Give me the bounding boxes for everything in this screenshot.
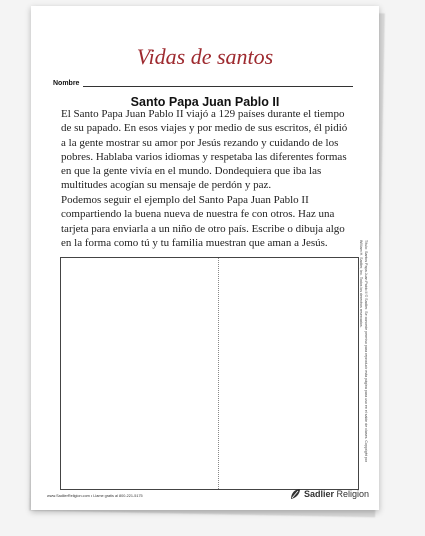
worksheet-title: Santo Papa Juan Pablo II xyxy=(130,95,280,109)
sadlier-leaf-icon xyxy=(289,488,301,500)
paragraph-activity: Podemos seguir el ejemplo del Santo Papa Juan Pablo II compartiendo la buena nueva de nuestra fe con otros. Haz una tarjeta para enviarla a un niño de otro país. Escribe o dibuja algo en la forma como tú y tu familia muestran que aman a Jesús. xyxy=(61,194,345,249)
logo-suffix: Religion xyxy=(336,489,370,499)
card-fold-line xyxy=(218,258,219,489)
logo-brand: Sadlier xyxy=(304,489,335,499)
name-line xyxy=(83,79,353,87)
paragraph-bio: El Santo Papa Juan Pablo II viajó a 129 países durante el tiempo de su papado. En esos viajes y por medio de sus escritos, él pidió a la gente mostrar su amor por Jesús rezando y cuidando de los pobres. Hablaba varios idiomas y respetaba las diferentes formas en que la gente vivía en el mundo. Dondequiera que iba las multitudes acogían su mensaje de perdón y paz. xyxy=(61,108,348,192)
name-label: Nombre xyxy=(53,80,80,87)
worksheet-page xyxy=(31,6,379,510)
logo-text xyxy=(304,489,369,499)
sadlier-religion-logo xyxy=(289,488,369,500)
name-row xyxy=(53,79,353,87)
copyright-side-note: Título: Santos Papa Juan Pablo II © Sadlier. Se concede permiso para reproducir esta página para uso en el salón de clases. Copyright por William H. Sadlier, Inc. Todos los derechos reservados. xyxy=(359,240,368,462)
footer-contact: www.SadlierReligion.com • Llame gratis al 800-221-5175 xyxy=(47,494,143,498)
series-title: Vidas de santos xyxy=(136,44,274,69)
card-drawing-area xyxy=(60,257,359,490)
